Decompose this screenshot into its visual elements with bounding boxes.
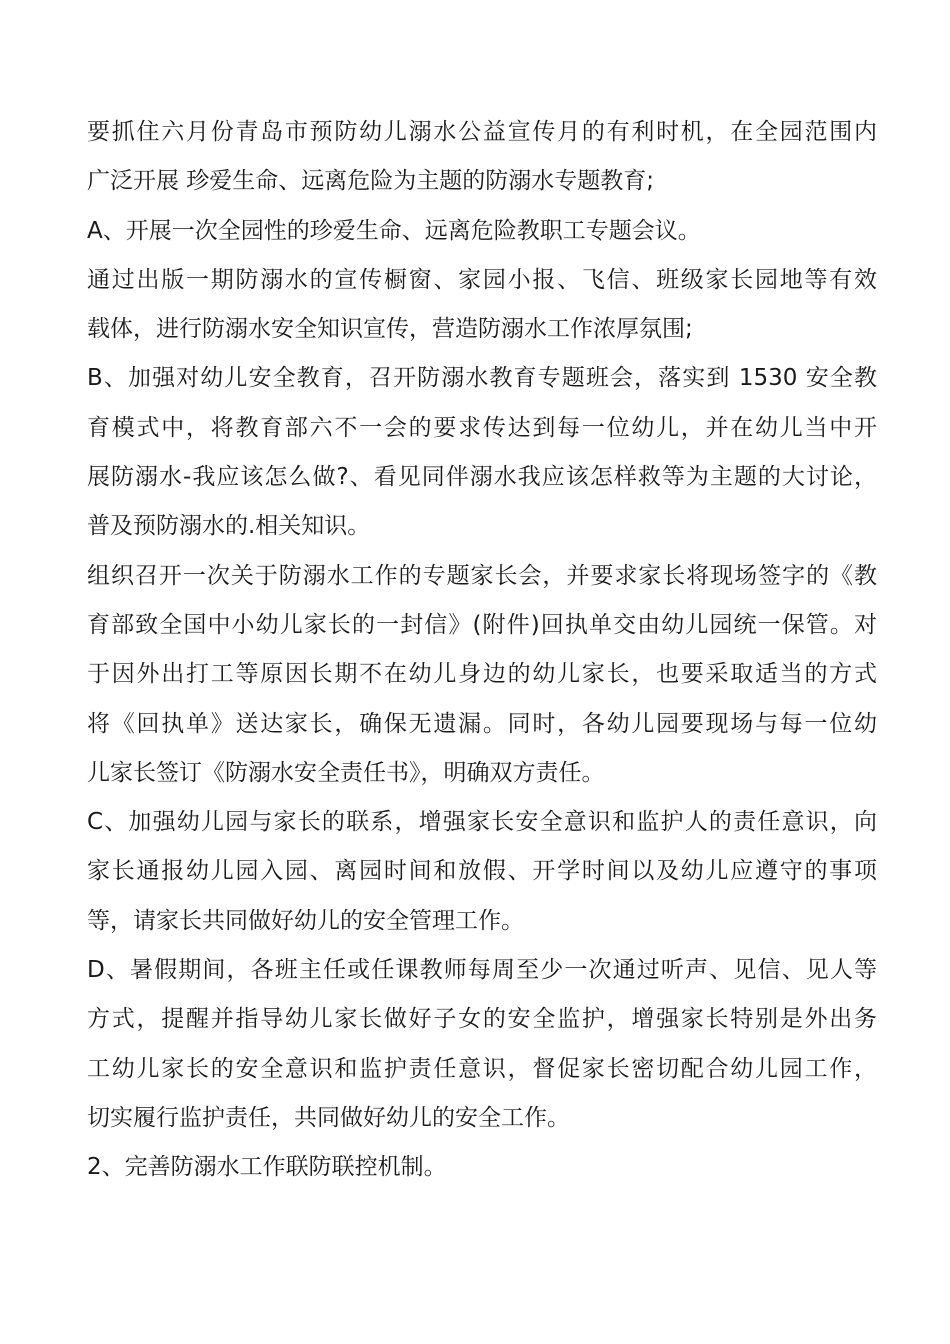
text-line: C、加强幼儿园与家长的联系，增强家长安全意识和监护人的责任意识，向 <box>87 809 877 836</box>
text-line: 家长通报幼儿园入园、离园时间和放假、开学时间以及幼儿应遵守的事项 <box>87 858 877 885</box>
text-line: 于因外出打工等原因长期不在幼儿身边的幼儿家长，也要采取适当的方式 <box>87 661 877 688</box>
text-line: 儿家长签订《防溺水安全责任书》，明确双方责任。 <box>87 759 605 786</box>
text-line: 要抓住六月份青岛市预防幼儿溺水公益宣传月的有利时机，在全园范围内 <box>87 119 877 145</box>
text-line: A、开展一次全园性的珍爱生命、远离危险教职工专题会议。 <box>87 217 701 244</box>
text-line: 将《回执单》送达家长，确保无遗漏。同时，各幼儿园要现场与每一位幼 <box>87 710 877 737</box>
document-body <box>87 108 877 1193</box>
text-line: 通过出版一期防溺水的宣传橱窗、家园小报、飞信、班级家长园地等有效 <box>87 266 877 293</box>
text-line: B、加强对幼儿安全教育，召开防溺水教育专题班会，落实到 1530 安全教 <box>87 365 877 392</box>
text-line: 2、完善防溺水工作联防联控机制。 <box>87 1154 447 1181</box>
text-line: 普及预防溺水的.相关知识。 <box>87 513 371 540</box>
text-line: 工幼儿家长的安全意识和监护责任意识，督促家长密切配合幼儿园工作， <box>87 1055 877 1082</box>
text-line: 等，请家长共同做好幼儿的安全管理工作。 <box>87 907 524 934</box>
text-line: 方式，提醒并指导幼儿家长做好子女的安全监护，增强家长特别是外出务 <box>87 1006 877 1033</box>
text-line: 育部致全国中小幼儿家长的一封信》(附件)回执单交由幼儿园统一保管。对 <box>87 611 877 638</box>
text-line: 展防溺水-我应该怎么做?、看见同伴溺水我应该怎样救等为主题的大讨论， <box>87 464 877 491</box>
text-line: 载体，进行防溺水安全知识宣传，营造防溺水工作浓厚氛围; <box>87 316 693 343</box>
text-line: D、暑假期间，各班主任或任课教师每周至少一次通过听声、见信、见人等 <box>87 957 877 984</box>
text-line: 育模式中，将教育部六不一会的要求传达到每一位幼儿，并在幼儿当中开 <box>87 414 877 441</box>
text-line: 组织召开一次关于防溺水工作的专题家长会，并要求家长将现场签字的《教 <box>87 562 877 589</box>
text-line: 切实履行监护责任，共同做好幼儿的安全工作。 <box>87 1104 570 1131</box>
text-line: 广泛开展 珍爱生命、远离危险为主题的防溺水专题教育; <box>87 168 655 195</box>
